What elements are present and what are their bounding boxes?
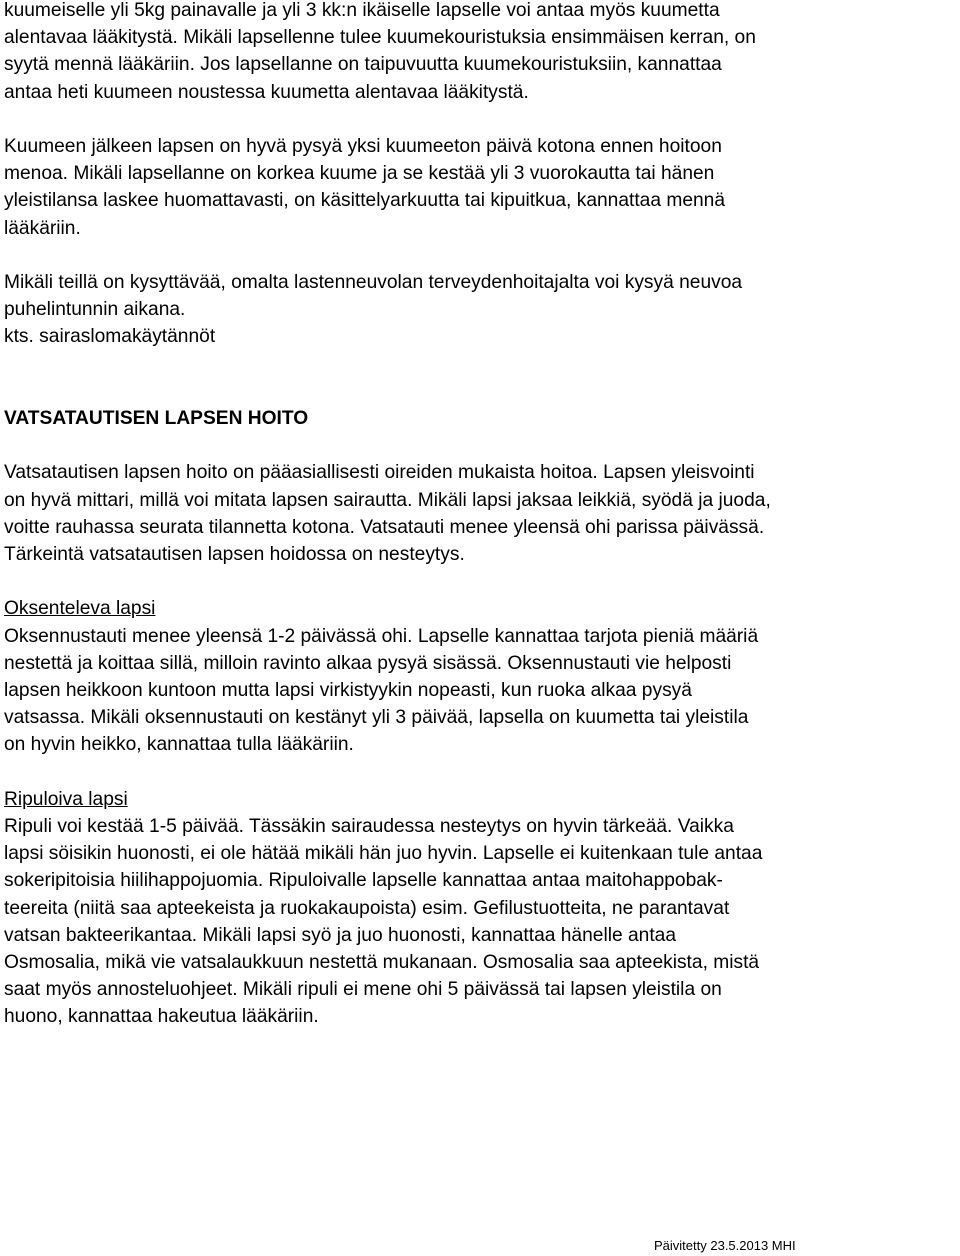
paragraph-gap: [4, 432, 956, 459]
document-page: [4, 0, 956, 1031]
subsection-heading-vomiting: Oksenteleva lapsi: [4, 598, 156, 620]
text-line: lääkäriin.: [4, 217, 81, 239]
text-line: Osmosalia, mikä vie vatsalaukkuun nestettä mukanaan. Osmosalia saa apteekista, mistä: [4, 952, 760, 973]
paragraph-gap: [4, 378, 956, 405]
text-line: on hyvin heikko, kannattaa tulla lääkäriin.: [4, 734, 354, 756]
section-heading: VATSATAUTISEN LAPSEN HOITO: [4, 407, 309, 429]
text-line: kts. sairaslomakäytännöt: [4, 326, 216, 348]
text-line: sokeripitoisia hiilihappojuomia. Ripuloivalle lapselle kannattaa antaa maitohappobak-: [4, 870, 723, 892]
text-line: antaa heti kuumeen noustessa kuumetta alentavaa lääkitystä.: [4, 81, 529, 103]
text-line: lapsen heikkoon kuntoon mutta lapsi virkistyykin nopeasti, kun ruoka alkaa pysyä: [4, 679, 692, 701]
text-line: puhelintunnin aikana.: [4, 299, 186, 321]
paragraph-gap: [4, 106, 956, 133]
paragraph-gap: [4, 351, 956, 378]
text-line: huono, kannattaa hakeutua lääkäriin.: [4, 1006, 319, 1028]
text-line: menoa. Mikäli lapsellanne on korkea kuume ja se kestää yli 3 vuorokautta tai hänen: [4, 163, 715, 185]
paragraph-gap: [4, 759, 956, 786]
text-line: syytä mennä lääkäriin. Jos lapsellanne on taipuvuutta kuumekouristuksiin, kannattaa: [4, 54, 722, 76]
footer-updated-date: Päivitetty 23.5.2013 MHI: [654, 1238, 796, 1253]
text-line: yleistilansa laskee huomattavasti, on käsittelyarkuutta tai kipuitkua, kannattaa mennä: [4, 190, 726, 212]
diarrhea-subsection: [4, 786, 956, 1031]
section-intro-paragraph: [4, 459, 956, 568]
intro-paragraph-questions: [4, 269, 956, 351]
vomiting-subsection: [4, 595, 956, 758]
text-line: Kuumeen jälkeen lapsen on hyvä pysyä yksi kuumeeton päivä kotona ennen hoitoon: [4, 136, 722, 157]
paragraph-gap: [4, 568, 956, 595]
text-line: Vatsatautisen lapsen hoito on pääasiallisesti oireiden mukaista hoitoa. Lapsen yleisvointi: [4, 462, 755, 484]
text-line: on hyvä mittari, millä voi mitata lapsen sairautta. Mikäli lapsi jaksaa leikkiä, syödä ja juoda,: [4, 489, 771, 511]
text-line: saat myös annosteluohjeet. Mikäli ripuli ei mene ohi 5 päivässä tai lapsen yleistila on: [4, 979, 722, 1001]
text-line: alentavaa lääkitystä. Mikäli lapsellenne tulee kuumekouristuksia ensimmäisen kerran, on: [4, 27, 756, 49]
text-line: voitte rauhassa seurata tilannetta kotona. Vatsatauti menee yleensä ohi parissa päivässä.: [4, 516, 765, 538]
intro-paragraph-fever-medication: [4, 0, 956, 106]
text-line: Ripuli voi kestää 1-5 päivää. Tässäkin sairaudessa nesteytys on hyvin tärkeää. Vaikka: [4, 815, 734, 837]
subsection-heading-diarrhea: Ripuloiva lapsi: [4, 788, 128, 810]
text-line: nestettä ja koittaa sillä, milloin ravinto alkaa pysyä sisässä. Oksennustauti vie helposti: [4, 652, 732, 674]
paragraph-gap: [4, 242, 956, 269]
text-line: vatsassa. Mikäli oksennustauti on kestänyt yli 3 päivää, lapsella on kuumetta tai yleistila: [4, 707, 749, 729]
text-line: kuumeiselle yli 5kg painavalle ja yli 3 kk:n ikäiselle lapselle voi antaa myös kuumetta: [4, 0, 720, 21]
text-line: lapsi söisikin huonosti, ei ole hätää mikäli hän juo hyvin. Lapselle ei kuitenkaan tule antaa: [4, 843, 763, 865]
text-line: Tärkeintä vatsatautisen lapsen hoidossa on nesteytys.: [4, 543, 465, 565]
text-line: Mikäli teillä on kysyttävää, omalta lastenneuvolan terveydenhoitajalta voi kysyä neuvoa: [4, 272, 743, 293]
intro-paragraph-after-fever: [4, 133, 956, 242]
text-line: teereita (niitä saa apteekeista ja ruokakaupoista) esim. Gefilustuotteita, ne parantavat: [4, 897, 730, 919]
text-line: Oksennustauti menee yleensä 1-2 päivässä ohi. Lapselle kannattaa tarjota pieniä määriä: [4, 625, 759, 647]
text-line: vatsan bakteerikantaa. Mikäli lapsi syö ja juo huonosti, kannattaa hänelle antaa: [4, 924, 676, 946]
